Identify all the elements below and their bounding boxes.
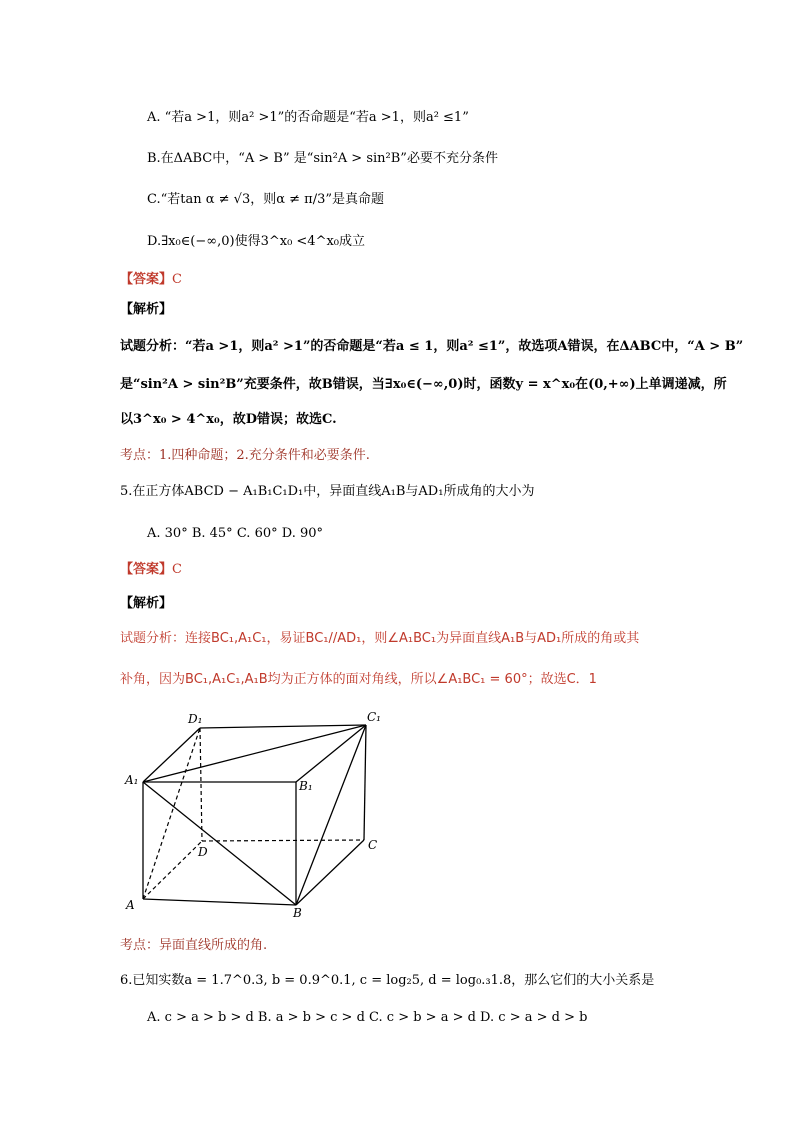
q5-options: A. 30° B. 45° C. 60° D. 90° [147, 526, 324, 541]
q6-question: 6.已知实数a = 1.7^0.3, b = 0.9^0.1, c = log₂5, d = log₀.₃1.8，那么它们的大小关系是 [120, 973, 655, 988]
label-d: D [198, 845, 208, 859]
answer-label: 【答案】 [120, 562, 173, 577]
edge-b-c [296, 840, 364, 905]
label-d1: D₁ [188, 712, 203, 726]
q4-analysis-line-1: 试题分析：“若a >1，则a² >1”的否命题是“若a ≤ 1，则a² ≤1”，故选项A错误，在ΔABC中，“A > B” [120, 339, 744, 354]
q5-kaodian: 考点：异面直线所成的角. [120, 938, 268, 953]
edge-c1-c [364, 725, 366, 840]
hidden-diag-a-d1 [143, 728, 200, 899]
label-c: C [368, 838, 378, 852]
q4-analysis-line-2: 是“sin²A > sin²B”充要条件，故B错误，当∃x₀∈(−∞,0)时，函数y = x^x₀在(0,+∞)上单调递减，所 [120, 377, 727, 392]
cube-figure [120, 706, 400, 921]
q6-options: A. c > a > b > d B. a > b > c > d C. c > b > a > d D. c > a > d > b [147, 1010, 588, 1025]
q4-option-b: B.在ΔABC中，“A > B” 是“sin²A > sin²B”必要不充分条件 [147, 151, 498, 166]
q5-question: 5.在正方体ABCD − A₁B₁C₁D₁中，异面直线A₁B与AD₁所成角的大小为 [120, 484, 535, 499]
answer-label: 【答案】 [120, 272, 173, 287]
answer-value: C [172, 272, 182, 287]
q4-analysis-line-3: 以3^x₀ > 4^x₀，故D错误；故选C. [120, 412, 337, 427]
q4-answer [120, 270, 182, 290]
hidden-edge-a-d [143, 841, 202, 899]
diag-b-c1 [296, 725, 366, 905]
label-b1: B₁ [299, 779, 313, 793]
q4-analysis-label: 【解析】 [120, 302, 173, 317]
label-a1: A₁ [125, 773, 139, 787]
q5-analysis-line-2: 补角，因为BC₁,A₁C₁,A₁B均为正方体的面对角线，所以∠A₁BC₁ = 60°；故选C．1 [120, 672, 597, 687]
q5-analysis-line-1: 试题分析：连接BC₁,A₁C₁，易证BC₁//AD₁，则∠A₁BC₁为异面直线A₁B与AD₁所成的角或其 [120, 631, 640, 646]
label-b: B [293, 906, 302, 920]
label-c1: C₁ [367, 710, 381, 724]
q5-analysis-label: 【解析】 [120, 596, 173, 611]
q4-option-a: A. “若a >1，则a² >1”的否命题是“若a >1，则a² ≤1” [147, 110, 469, 125]
diag-a1-b [143, 782, 296, 905]
hidden-edge-d-c [202, 840, 364, 841]
answer-value: C [172, 562, 182, 577]
diag-a1-c1 [143, 725, 366, 782]
q4-option-c: C.“若tan α ≠ √3，则α ≠ π/3”是真命题 [147, 192, 385, 207]
edge-a-b [143, 899, 296, 905]
edge-d1-c1 [200, 725, 366, 728]
q5-answer [120, 560, 182, 580]
edge-a1-d1 [143, 728, 200, 782]
hidden-edge-d1-d [200, 728, 202, 841]
q4-kaodian: 考点：1.四种命题；2.充分条件和必要条件. [120, 448, 370, 463]
label-a: A [126, 898, 135, 912]
q4-option-d: D.∃x₀∈(−∞,0)使得3^x₀ <4^x₀成立 [147, 234, 366, 249]
